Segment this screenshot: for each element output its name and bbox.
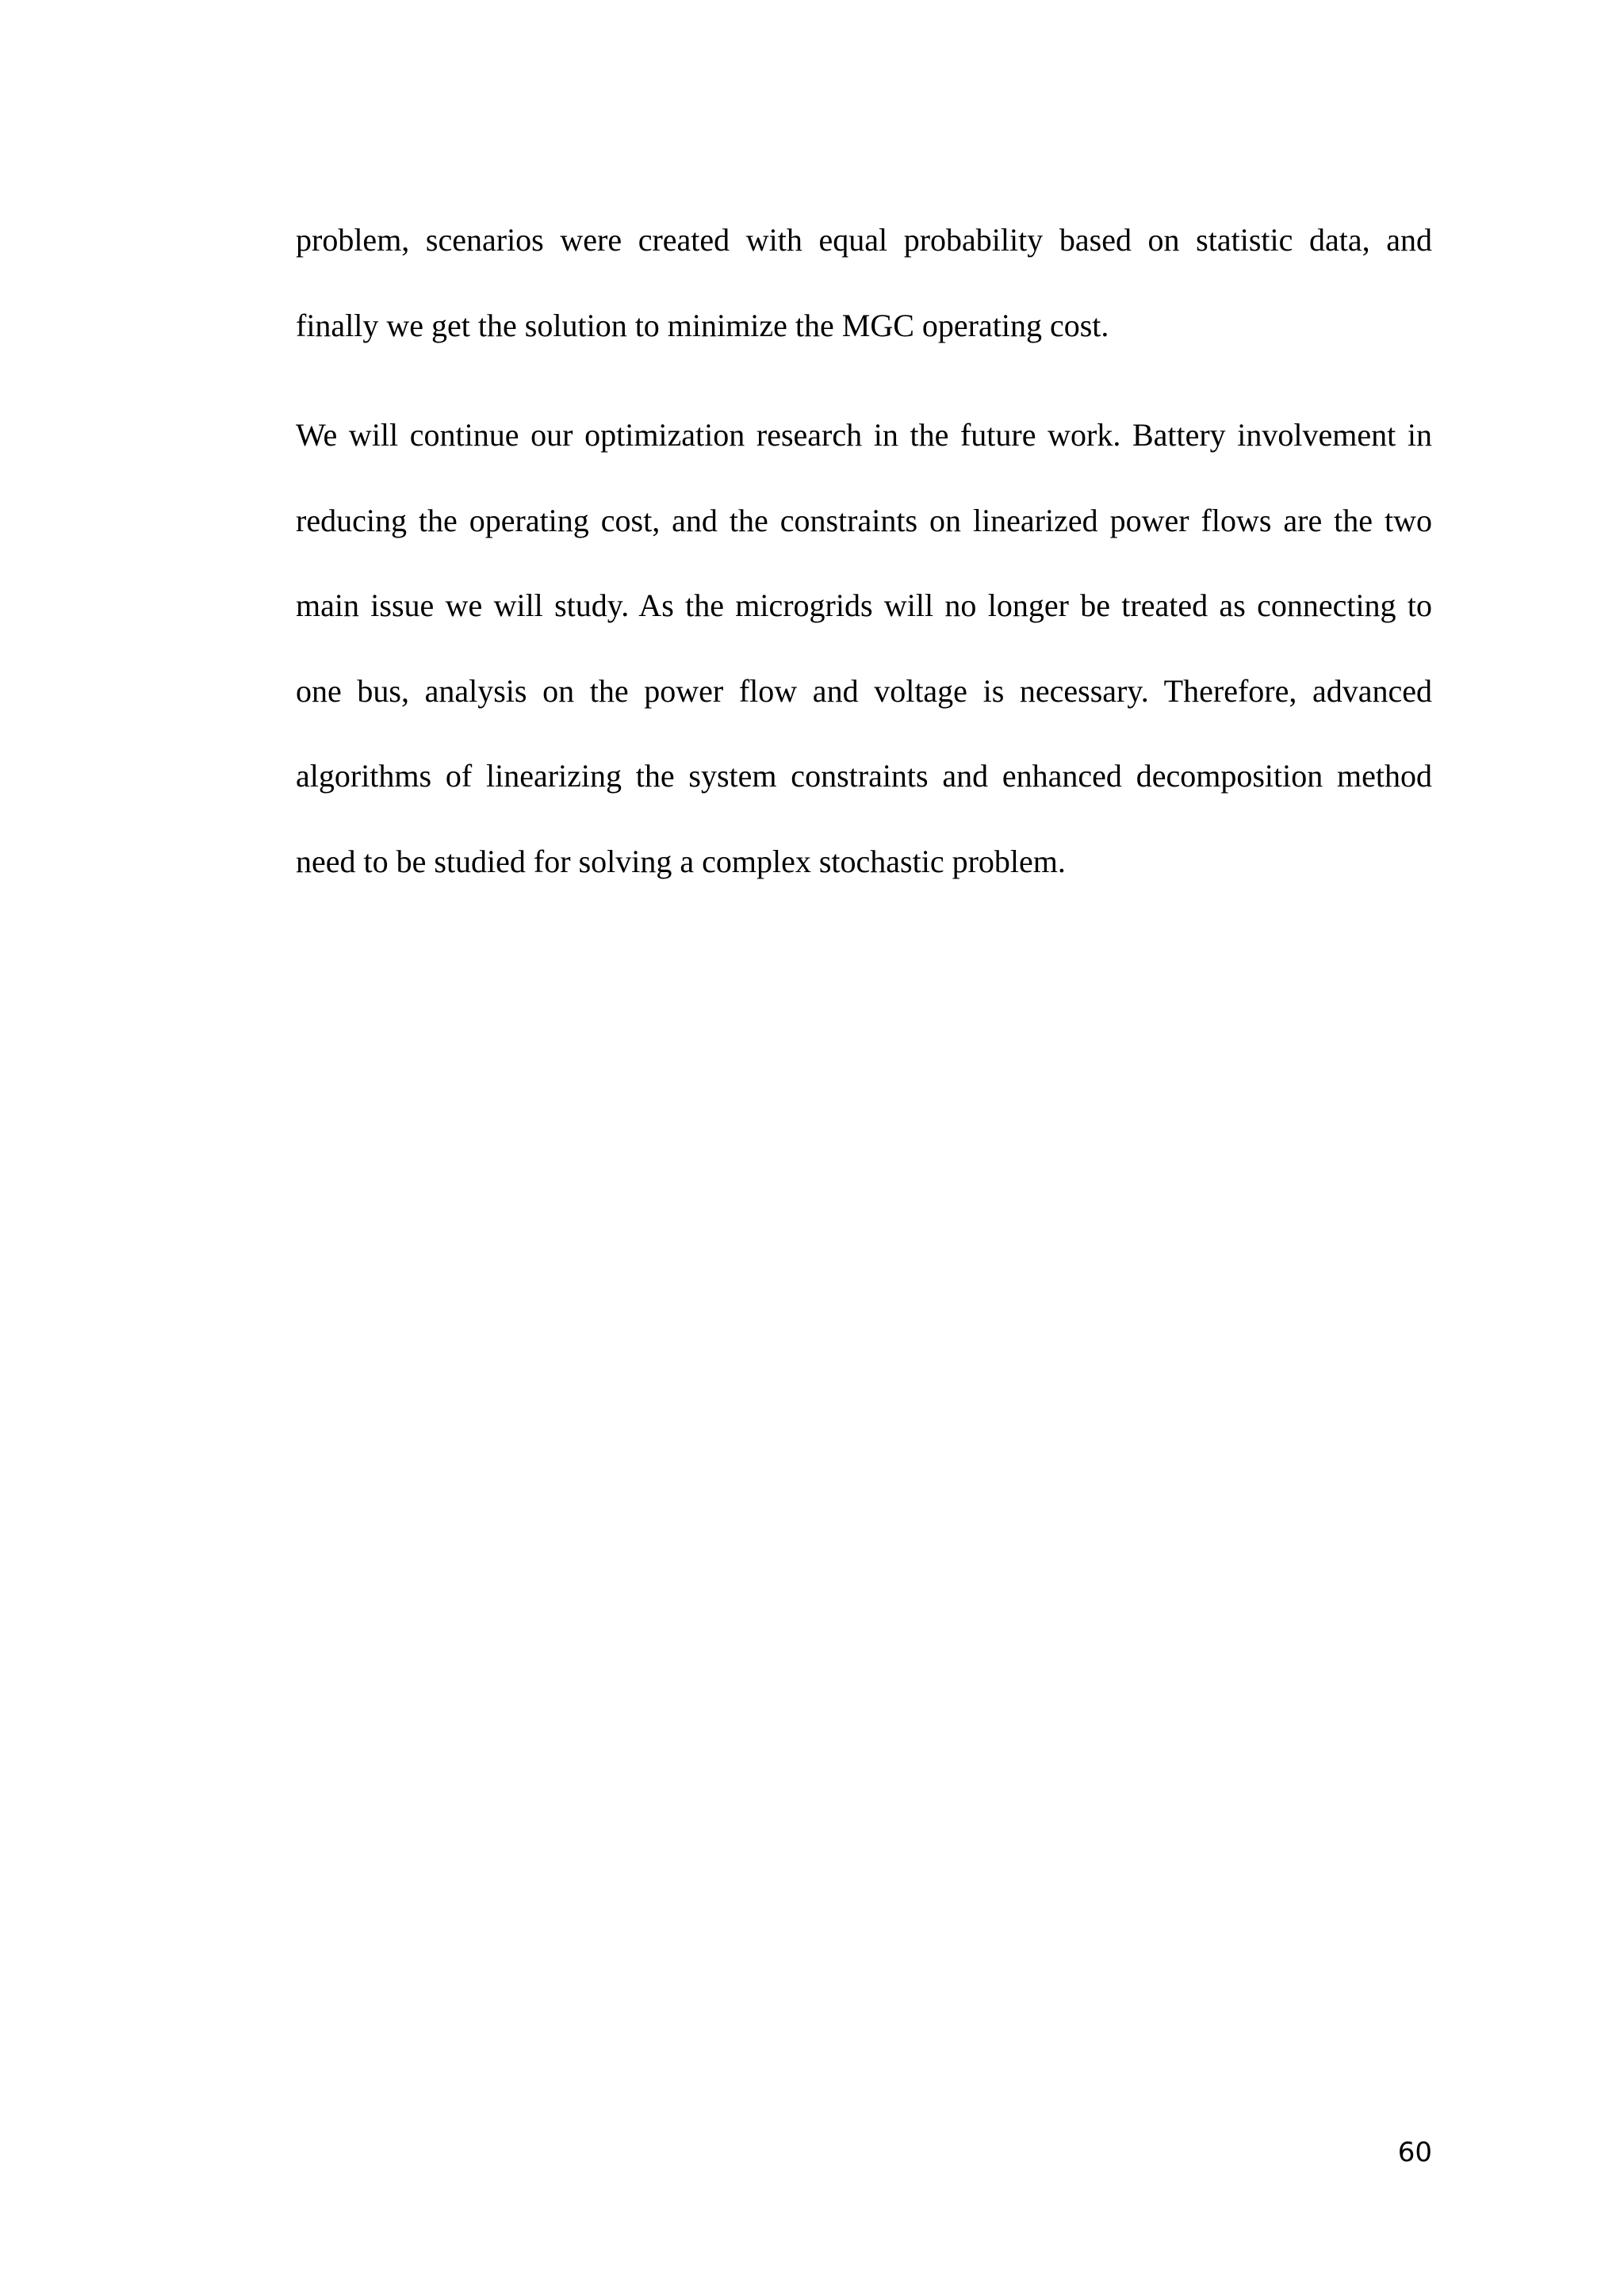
paragraph-1	[296, 220, 1432, 347]
text-line: need to be studied for solving a complex stochastic problem.	[296, 844, 1066, 879]
text-line: main issue we will study. As the microgrids will no longer be treated as connecting to	[296, 587, 1432, 623]
paragraph-2	[296, 415, 1432, 891]
text-line: finally we get the solution to minimize the MGC operating cost.	[296, 308, 1109, 343]
text-line: problem, scenarios were created with equal probability based on statistic data, and	[296, 222, 1432, 258]
text-line: one bus, analysis on the power flow and voltage is necessary. Therefore, advanced	[296, 673, 1432, 709]
text-line: We will continue our optimization research in the future work. Battery involvement in	[296, 417, 1432, 453]
text-line: reducing the operating cost, and the constraints on linearized power flows are the two	[296, 503, 1432, 538]
text-line: algorithms of linearizing the system constraints and enhanced decomposition method	[296, 758, 1432, 794]
page-number: 60	[1397, 2137, 1432, 2168]
